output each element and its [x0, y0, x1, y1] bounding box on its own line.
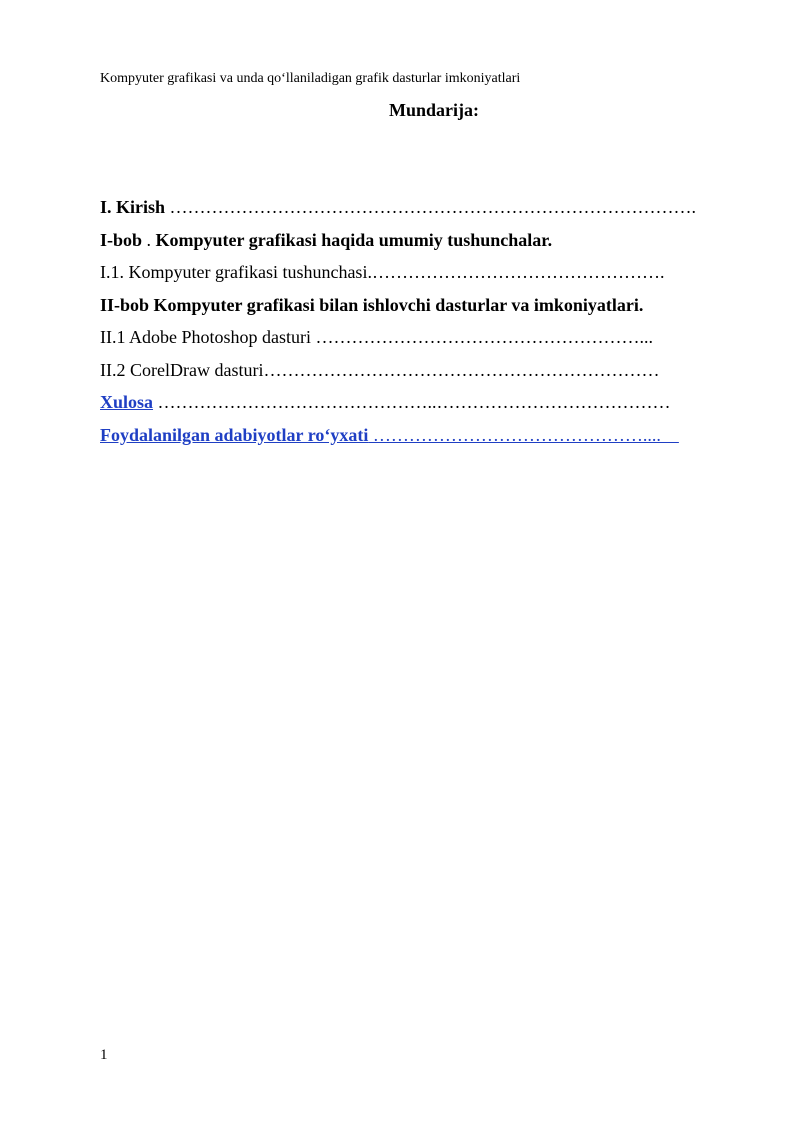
toc-entry-label: I-bob — [100, 229, 143, 250]
toc-entry-section-2-2[interactable] — [100, 356, 740, 389]
toc-leader-dots: …………………………………………. — [371, 262, 665, 282]
toc-leader-dots: ………………………………………………... — [311, 327, 653, 347]
toc-separator: . — [142, 229, 156, 250]
toc-entry-chapter-2[interactable] — [100, 291, 740, 324]
toc-entry-label: II.2 CorelDraw dasturi — [100, 359, 264, 380]
running-header: Kompyuter grafikasi va unda qo‘llaniladigan grafik dasturlar imkoniyatlari — [100, 71, 521, 86]
toc-entry-label: I.1. Kompyuter grafikasi tushunchasi. — [100, 262, 372, 282]
toc-entry-xulosa[interactable] — [100, 388, 740, 421]
toc-title: Mundarija: — [389, 100, 479, 120]
toc-leader-dots: ……………………………………….... — [368, 424, 679, 445]
toc-entry-kirish[interactable] — [100, 193, 740, 226]
toc-entry-section-1-1[interactable] — [100, 258, 740, 291]
page-number: 1 — [100, 1047, 108, 1063]
toc-leader-dots: ………………………………………..………………………………… — [153, 392, 671, 412]
toc-entry-section-2-1[interactable] — [100, 323, 740, 356]
toc-leader-dots: ……………………………………………………………………………. — [165, 197, 697, 217]
toc-entry-references[interactable] — [100, 421, 740, 454]
toc-entry-chapter-1[interactable] — [100, 226, 740, 259]
toc-link-xulosa[interactable]: Xulosa — [100, 392, 154, 412]
toc-entry-label-continued: Kompyuter grafikasi haqida umumiy tushunchalar. — [155, 229, 553, 250]
toc-entry-label: II.1 Adobe Photoshop dasturi — [100, 327, 311, 347]
toc-entry-label: I. Kirish — [100, 197, 166, 217]
toc-link-references[interactable]: Foydalanilgan adabiyotlar ro‘yxati — [100, 424, 369, 445]
toc-entry-label: II-bob Kompyuter grafikasi bilan ishlovchi dasturlar va imkoniyatlari. — [100, 294, 644, 315]
toc-leader-dots: ………………………………………………………… — [263, 359, 660, 380]
table-of-contents — [100, 193, 740, 453]
